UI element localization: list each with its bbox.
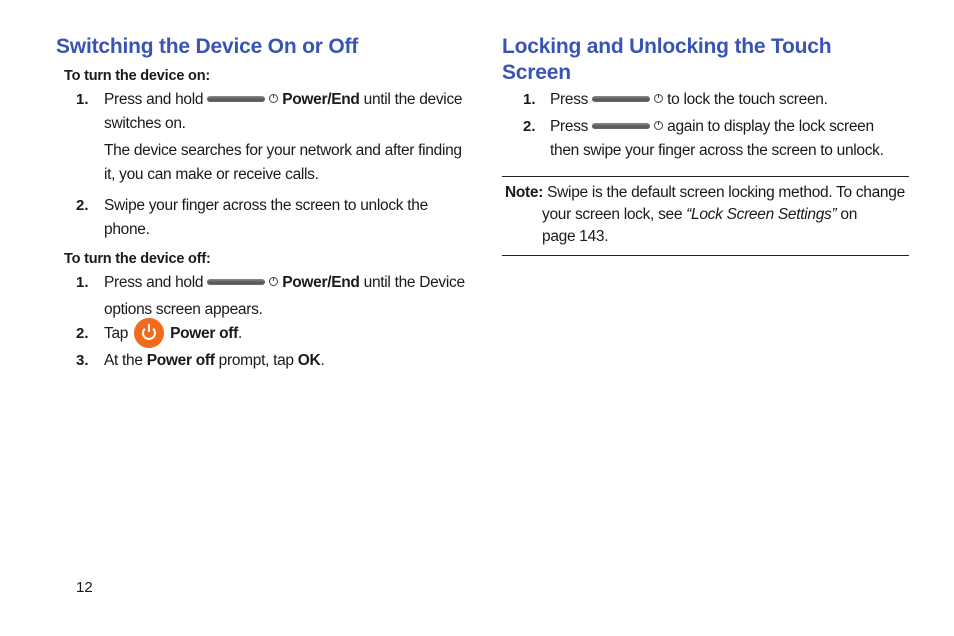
step-number: 2. [76, 325, 89, 342]
power-off-button-icon [134, 318, 164, 348]
note-text: Swipe is the default screen locking method. To change [547, 184, 905, 201]
power-symbol-icon [654, 121, 663, 130]
option-label: Power off [170, 325, 239, 342]
step-text: then swipe your finger across the screen to unlock. [550, 142, 884, 159]
step-text: Swipe your finger across the screen to unlock the [104, 197, 428, 214]
step-text: options screen appears. [104, 301, 263, 318]
step-number: 1. [76, 91, 89, 108]
step-number: 1. [523, 91, 536, 108]
step-number: 2. [523, 118, 536, 135]
prompt-label: Power off [146, 352, 215, 369]
note-text: your screen lock, see [542, 206, 683, 223]
step-lock-2 [550, 115, 910, 163]
step-turn-off-2 [104, 322, 466, 346]
desc-line: The device searches for your network and after finding [104, 142, 462, 159]
step-number: 3. [76, 352, 89, 369]
section-title-locking [502, 34, 831, 86]
power-symbol-icon [269, 94, 278, 103]
title-line: Screen [502, 61, 571, 84]
power-key-icon [592, 123, 650, 129]
page-number: 12 [76, 579, 93, 596]
step-text: phone. [104, 221, 150, 238]
step-text: Tap [104, 325, 129, 342]
subheading-turn-off: To turn the device off: [64, 251, 211, 267]
note-link[interactable]: “Lock Screen Settings” [686, 206, 837, 223]
step-text: prompt, tap [218, 352, 294, 369]
step-text: until the device [363, 91, 463, 108]
key-label: Power/End [282, 91, 360, 108]
step-text: switches on. [104, 115, 186, 132]
step-lock-1 [550, 88, 910, 112]
note-box [505, 182, 905, 248]
section-title-switching: Switching the Device On or Off [56, 35, 359, 58]
desc-line: it, you can make or receive calls. [104, 166, 319, 183]
step-description [104, 139, 466, 187]
step-text: again to display the lock screen [667, 118, 874, 135]
key-label: Power/End [282, 274, 360, 291]
step-turn-off-1 [104, 271, 466, 325]
power-key-icon [207, 96, 265, 102]
subheading-turn-on: To turn the device on: [64, 68, 210, 84]
power-key-icon [592, 96, 650, 102]
note-label: Note: [505, 184, 544, 201]
step-turn-off-3 [104, 349, 466, 373]
note-bottom-rule [502, 255, 909, 256]
step-text: until the Device [363, 274, 465, 291]
step-turn-on-2 [104, 194, 466, 242]
power-key-icon [207, 279, 265, 285]
power-symbol-icon [654, 94, 663, 103]
step-turn-on-1 [104, 88, 466, 136]
title-line: Locking and Unlocking the Touch [502, 35, 832, 58]
note-line: page 143. [542, 228, 609, 245]
note-text: on [840, 206, 858, 223]
step-number: 1. [76, 274, 89, 291]
step-text: Press and hold [104, 274, 204, 291]
step-text: Press [550, 91, 589, 108]
note-top-rule [502, 176, 909, 177]
step-text: At the [104, 352, 143, 369]
punct: . [320, 352, 325, 369]
step-text: Press and hold [104, 91, 204, 108]
power-symbol-icon [269, 277, 278, 286]
step-number: 2. [76, 197, 89, 214]
note-line [505, 204, 905, 226]
ok-label: OK [297, 352, 321, 369]
step-text: to lock the touch screen. [667, 91, 828, 108]
step-text: Press [550, 118, 589, 135]
punct: . [238, 325, 243, 342]
